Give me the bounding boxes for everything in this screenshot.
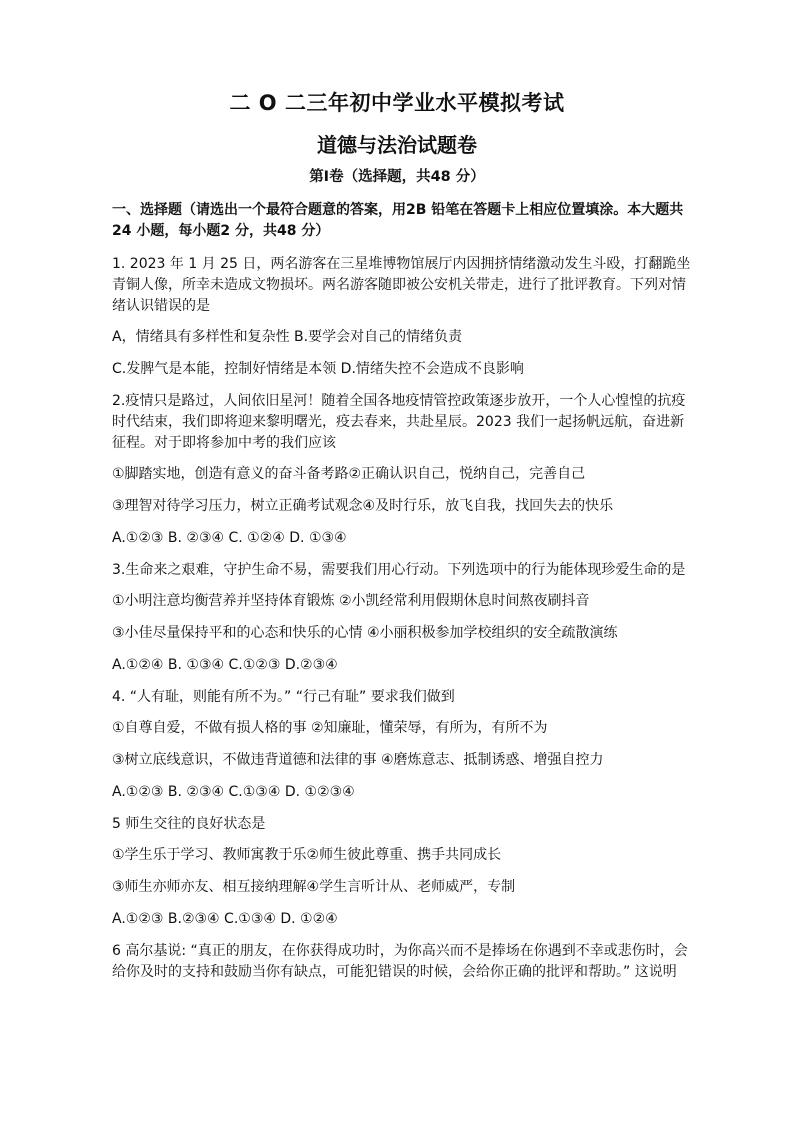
question-5 <box>112 814 694 930</box>
statement-line: ①脚踏实地，创造有意义的奋斗备考路②正确认识自己，悦纳自己，完善自己 <box>112 466 586 482</box>
question-stem: 4. “人有耻，则能有所不为。” “行己有耻” 要求我们做到 <box>112 689 455 705</box>
question-content <box>112 200 694 993</box>
question-stem: 5 师生交往的良好状态是 <box>112 816 266 832</box>
question-6 <box>112 941 694 983</box>
question-stem: 2.疫情只是路过，人间依旧星河！随着全国各地疫情管控政策逐步放开，一个人心惶惶的抗疫时代结束，我们即将迎来黎明曙光，疫去春来，共赴星辰。2023 我们一起扬帆远航，奋进新征程。对于即将参加中考的我们应该 <box>112 393 686 451</box>
statement-line: ③树立底线意识，不做违背道德和法律的事 ④磨炼意志、抵制诱惑、增强自控力 <box>112 752 604 768</box>
section-instructions: 一、选择题（请选出一个最符合题意的答案，用2B 铅笔在答题卡上相应位置填涂。本大题共24 小题，每小题2 分，共48 分） <box>112 202 684 239</box>
question-stem: 1. 2023 年 1 月 25 日，两名游客在三星堆博物馆展厅内因拥挤情绪激动发生斗殴，打翻跪坐青铜人像，所幸未造成文物损坏。两名游客随即被公安机关带走，进行了批评教育。下列对情绪认识错误的是 <box>112 256 691 314</box>
subject-title: 道德与法治试题卷 <box>317 133 477 157</box>
question-3 <box>112 560 694 676</box>
part-title: 第Ⅰ卷（选择题，共48 分） <box>309 169 485 185</box>
statement-line: ③小佳尽量保持平和的心态和快乐的心情 ④小丽积极参加学校组织的安全疏散演练 <box>112 625 618 641</box>
question-4 <box>112 687 694 803</box>
option-line: A，情绪具有多样性和复杂性 B.要学会对自己的情绪负责 <box>112 329 463 345</box>
option-line: A.①②③ B.②③④ C.①③④ D. ①②④ <box>112 911 338 927</box>
statement-line: ①自尊自爱，不做有损人格的事 ②知廉耻，懂荣辱，有所为，有所不为 <box>112 720 548 736</box>
option-line: C.发脾气是本能，控制好情绪是本领 D.情绪失控不会造成不良影响 <box>112 361 524 377</box>
statement-line: ①学生乐于学习、教师寓教于乐②师生彼此尊重、携手共同成长 <box>112 847 502 863</box>
question-2 <box>112 391 694 549</box>
statement-line: ③理智对待学习压力，树立正确考试观念④及时行乐，放飞自我，找回失去的快乐 <box>112 498 614 514</box>
option-line: A.①②③ B. ②③④ C. ①②④ D. ①③④ <box>112 530 347 546</box>
question-stem: 3.生命来之艰难，守护生命不易，需要我们用心行动。下列选项中的行为能体现珍爱生命的是 <box>112 562 686 578</box>
question-1 <box>112 254 694 380</box>
option-line: A.①②③ B. ②③④ C.①③④ D. ①②③④ <box>112 784 355 800</box>
statement-line: ③师生亦师亦友、相互接纳理解④学生言听计从、老师威严，专制 <box>112 879 516 895</box>
question-stem: 6 高尔基说: “真正的朋友，在你获得成功时，为你高兴而不是捧场在你遇到不幸或悲伤时，会给你及时的支持和鼓励当你有缺点，可能犯错误的时候，会给你正确的批评和帮助。” 这说明 <box>112 943 688 980</box>
option-line: A.①②④ B. ①③④ C.①②③ D.②③④ <box>112 657 338 673</box>
statement-line: ①小明注意均衡营养并坚持体育锻炼 ②小凯经常利用假期休息时间熬夜刷抖音 <box>112 593 590 609</box>
exam-title: 二 O 二三年初中学业水平模拟考试 <box>229 91 565 115</box>
